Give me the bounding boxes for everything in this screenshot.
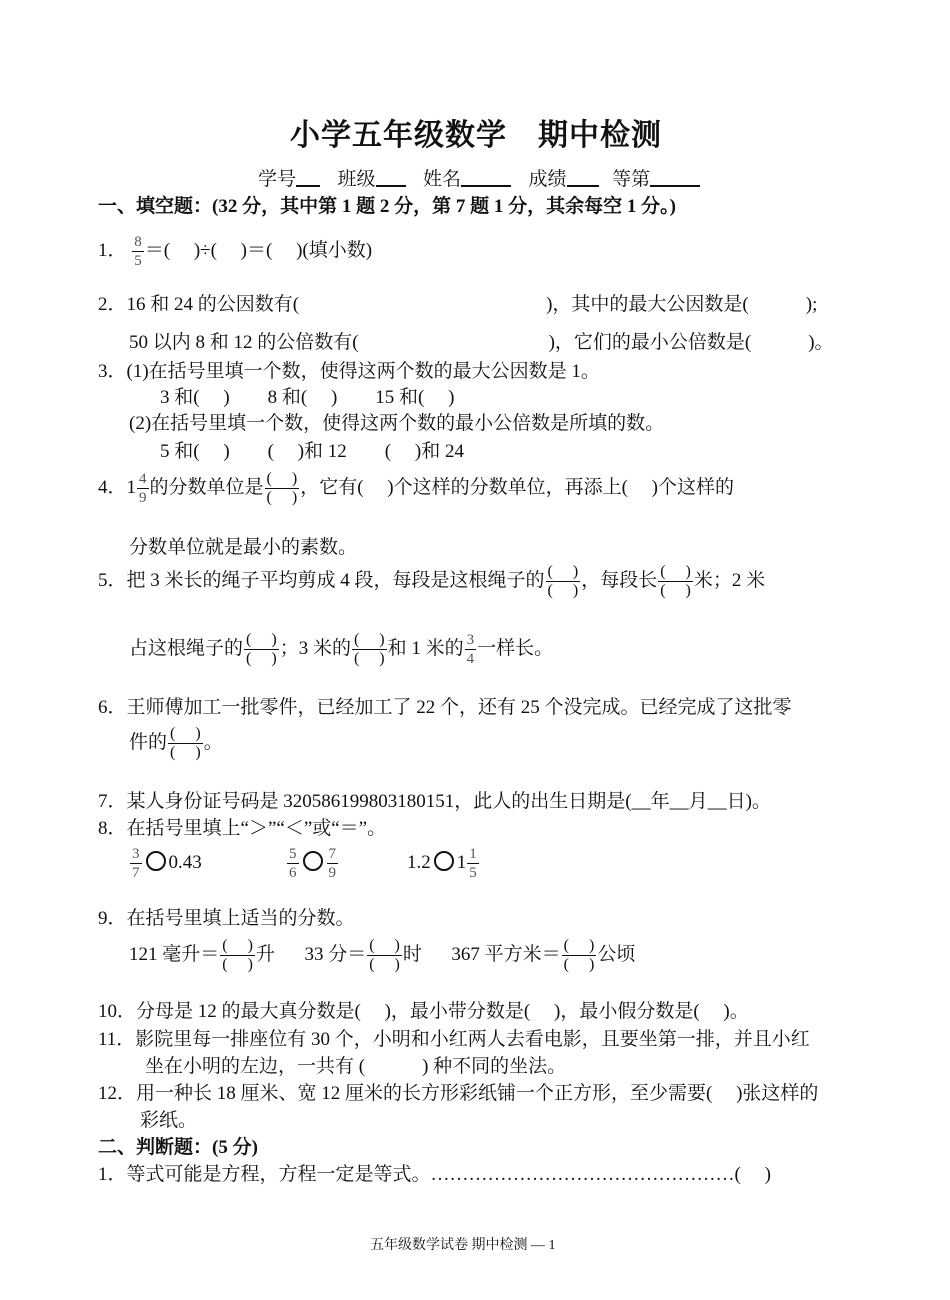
q5-blank-fraction-2[interactable]: $\frac{( )}{( )}$ bbox=[660, 563, 691, 599]
q8-item3-whole: 1 bbox=[456, 851, 467, 873]
info-student-id: 学号 bbox=[258, 169, 297, 190]
name-blank[interactable] bbox=[461, 167, 511, 187]
q9-number: 9． bbox=[98, 908, 127, 929]
q8-item2-compare-circle[interactable] bbox=[303, 851, 323, 871]
q9-text-c: 33 分＝ bbox=[304, 943, 367, 965]
question-1 bbox=[98, 233, 372, 270]
q6-text-b: 。 bbox=[203, 731, 223, 753]
q8-item3-compare-circle[interactable] bbox=[434, 851, 454, 871]
q7-number: 7． bbox=[98, 791, 127, 812]
q8-item3-left: 1.2 bbox=[407, 851, 431, 873]
q4-mid: 的分数单位是 bbox=[149, 476, 264, 498]
q4-whole: 1 bbox=[126, 476, 137, 498]
s2-q1-number: 1． bbox=[98, 1164, 127, 1185]
q3-line3: (2)在括号里填一个数，使得这两个数的最小公倍数是所填的数。 bbox=[129, 413, 665, 434]
q5-blank-fraction-1[interactable]: $\frac{( )}{( )}$ bbox=[547, 563, 579, 599]
s2-q1-answer-blank[interactable]: …………………………………………( ) bbox=[430, 1164, 771, 1185]
q11-line1: 影院里每一排座位有 30 个，小明和小红两人去看电影，且要坐第一排，并且小红 bbox=[135, 1029, 810, 1050]
q3-number: 3． bbox=[98, 361, 127, 382]
question-5 bbox=[98, 563, 765, 600]
q2-number: 2． bbox=[98, 294, 127, 315]
q2-line1: 16 和 24 的公因数有( )，其中的最大公因数是( ); bbox=[126, 294, 818, 315]
s2-question-1 bbox=[98, 1163, 771, 1187]
q9-blank-fraction-3[interactable]: $\frac{( )}{( )}$ bbox=[563, 937, 595, 973]
q8-item-1 bbox=[129, 845, 202, 882]
q8-item2-fraction-right: $\frac{7}{9}$ bbox=[328, 846, 336, 881]
question-8 bbox=[98, 817, 386, 841]
q5-text-a: 把 3 米长的绳子平均剪成 4 段，每段是这根绳子的 bbox=[126, 569, 545, 591]
section1-heading: 一、填空题：(32 分，其中第 1 题 2 分，第 7 题 1 分，其余每空 1 分。) bbox=[98, 196, 676, 217]
q9-blank-fraction-2[interactable]: $\frac{( )}{( )}$ bbox=[369, 937, 400, 973]
q12-number: 12． bbox=[98, 1083, 137, 1104]
section2-heading: 二、判断题：(5 分) bbox=[98, 1137, 258, 1158]
question-11 bbox=[98, 1028, 810, 1052]
info-score: 成绩 bbox=[528, 169, 567, 190]
page-title: 小学五年级数学 期中检测 bbox=[290, 119, 662, 152]
q1-text: ＝( )÷( )＝( )(填小数) bbox=[144, 239, 373, 261]
q6-blank-fraction[interactable]: $\frac{( )}{( )}$ bbox=[170, 725, 201, 761]
q4-number: 4． bbox=[98, 476, 127, 498]
q8-text: 在括号里填上“＞”“＜”或“＝”。 bbox=[126, 818, 387, 839]
question-12 bbox=[98, 1082, 818, 1106]
question-4 bbox=[98, 470, 734, 507]
q8-item1-compare-circle[interactable] bbox=[146, 851, 166, 871]
q4-rest: ，它有( )个这样的分数单位，再添上( )个这样的 bbox=[300, 476, 735, 498]
q9-text-a: 121 毫升＝ bbox=[129, 943, 220, 965]
q9-text: 在括号里填上适当的分数。 bbox=[126, 908, 355, 929]
question-7 bbox=[98, 790, 771, 814]
q9-text-d: 时 bbox=[402, 943, 422, 965]
q8-item1-fraction: $\frac{3}{7}$ bbox=[132, 846, 140, 881]
q10-text: 分母是 12 的最大真分数是( )，最小带分数是( )，最小假分数是( )。 bbox=[136, 1001, 749, 1022]
question-9 bbox=[98, 907, 355, 931]
s2-q1-text: 等式可能是方程，方程一定是等式。 bbox=[126, 1164, 431, 1185]
q5-blank-fraction-3[interactable]: $\frac{( )}{( )}$ bbox=[246, 631, 277, 667]
student-info bbox=[258, 167, 700, 192]
q11-line2: 坐在小明的左边，一共有 ( ) 种不同的坐法。 bbox=[145, 1056, 567, 1077]
q11-number: 11． bbox=[98, 1029, 136, 1050]
question-3 bbox=[98, 360, 600, 384]
q8-item3-fraction: $\frac{1}{5}$ bbox=[469, 846, 477, 881]
q2-line2: 50 以内 8 和 12 的公倍数有( )，它们的最小公倍数是( )。 bbox=[129, 332, 834, 353]
q8-item2-fraction-left: $\frac{5}{6}$ bbox=[289, 846, 297, 881]
q6-line2 bbox=[129, 725, 223, 762]
q5-text-e: ；3 米的 bbox=[279, 637, 351, 659]
page-footer: 五年级数学试卷 期中检测 — 1 bbox=[370, 1238, 556, 1253]
score-blank[interactable] bbox=[567, 167, 599, 187]
student-id-blank[interactable] bbox=[296, 167, 320, 187]
q4-blank-fraction[interactable]: $\frac{( )}{( )}$ bbox=[266, 470, 298, 506]
question-10 bbox=[98, 1000, 749, 1024]
q12-line2: 彩纸。 bbox=[140, 1110, 198, 1131]
grade-blank[interactable] bbox=[650, 167, 700, 187]
q7-text: 某人身份证号码是 320586199803180151，此人的出生日期是(__年__月__日)。 bbox=[126, 791, 771, 812]
q8-item-3 bbox=[407, 845, 480, 882]
q9-blank-fraction-1[interactable]: $\frac{( )}{( )}$ bbox=[222, 937, 253, 973]
q5-number: 5． bbox=[98, 569, 127, 591]
class-blank[interactable] bbox=[376, 167, 406, 187]
question-2 bbox=[98, 293, 817, 317]
q3-line1: (1)在括号里填一个数，使得这两个数的最大公因数是 1。 bbox=[126, 361, 600, 382]
q9-text-b: 升 bbox=[255, 943, 275, 965]
q8-number: 8． bbox=[98, 818, 127, 839]
q5-text-c: 米；2 米 bbox=[693, 569, 766, 591]
info-grade: 等第 bbox=[612, 169, 651, 190]
q6-number: 6． bbox=[98, 697, 127, 718]
q9-text-e: 367 平方米＝ bbox=[451, 943, 561, 965]
q5-blank-fraction-4[interactable]: $\frac{( )}{( )}$ bbox=[353, 631, 385, 667]
q3-line2: 3 和( ) 8 和( ) 15 和( ) bbox=[160, 387, 455, 408]
q4-fraction: $\frac{4}{9}$ bbox=[139, 471, 147, 506]
q6-line1: 王师傅加工一批零件，已经加工了 22 个，还有 25 个没完成。已经完成了这批零 bbox=[126, 697, 792, 718]
q10-number: 10． bbox=[98, 1001, 137, 1022]
q3-line4: 5 和( ) ( )和 12 ( )和 24 bbox=[160, 441, 464, 462]
q6-text-a: 件的 bbox=[129, 731, 168, 753]
q5-text-g: 一样长。 bbox=[477, 637, 554, 659]
q5-text-b: ，每段长 bbox=[581, 569, 658, 591]
q1-fraction: $\frac{8}{5}$ bbox=[134, 234, 142, 269]
q5-text-d: 占这根绳子的 bbox=[129, 637, 244, 659]
q8-item-2 bbox=[286, 845, 339, 882]
question-6 bbox=[98, 696, 792, 720]
q9-text-f: 公顷 bbox=[597, 943, 636, 965]
q1-number: 1． bbox=[98, 239, 127, 261]
q5-fraction: $\frac{3}{4}$ bbox=[466, 632, 475, 667]
q8-item1-right: 0.43 bbox=[168, 851, 202, 873]
q12-line1: 用一种长 18 厘米、宽 12 厘米的长方形彩纸铺一个正方形，至少需要( )张这样的 bbox=[136, 1083, 819, 1104]
info-class: 班级 bbox=[337, 169, 376, 190]
info-name: 姓名 bbox=[423, 169, 462, 190]
q5-line2 bbox=[129, 631, 553, 668]
q4-line2: 分数单位就是最小的素数。 bbox=[129, 537, 358, 558]
q5-text-f: 和 1 米的 bbox=[387, 637, 464, 659]
q9-items bbox=[129, 937, 635, 974]
